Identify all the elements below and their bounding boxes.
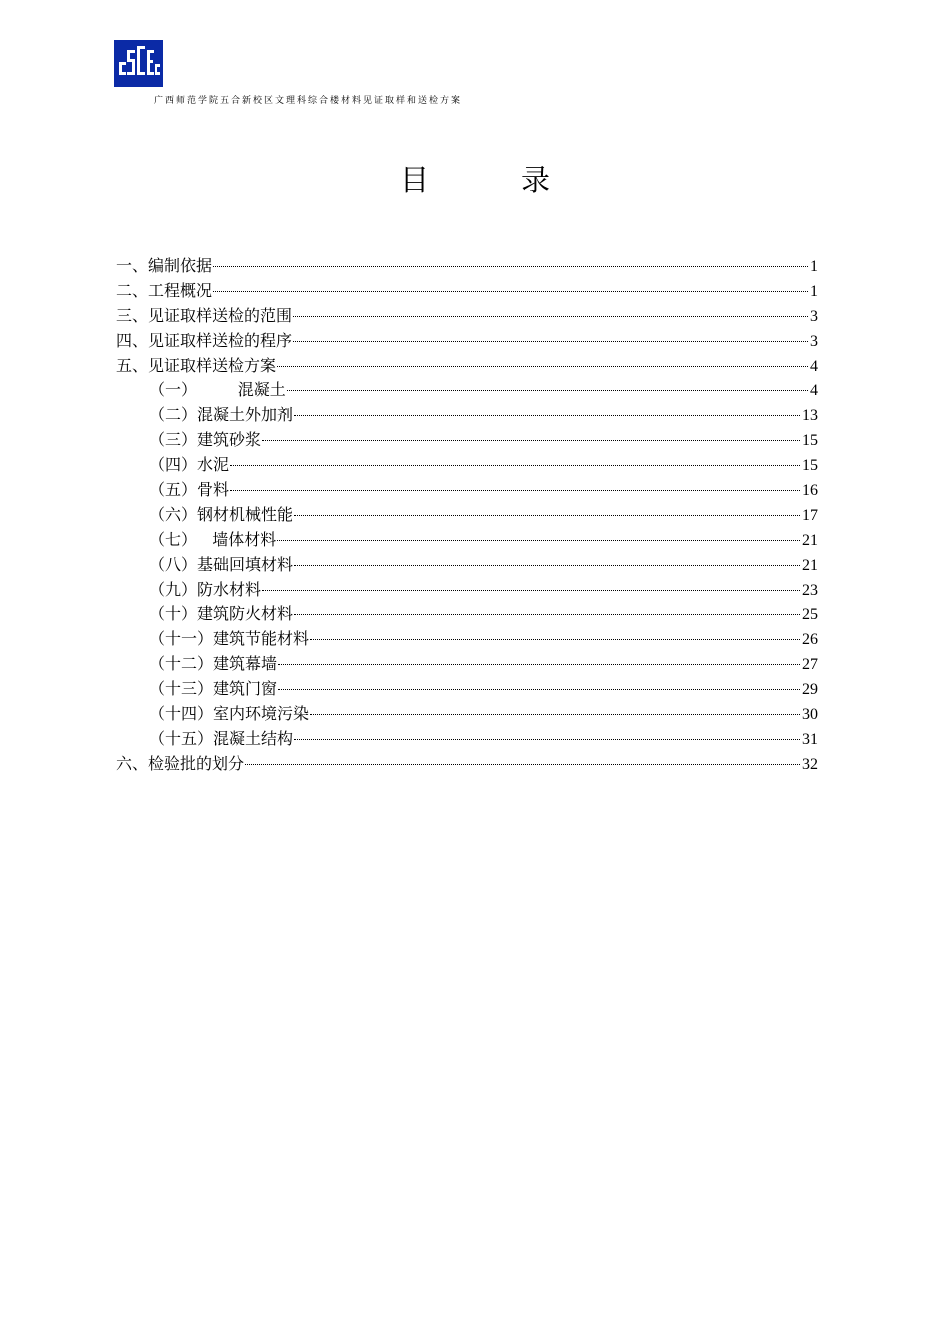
toc-page-number: 3 [810,332,818,350]
toc-dot-leader [262,590,800,591]
toc-page-number: 4 [810,357,818,375]
toc-entry[interactable] [116,354,818,379]
toc-entry[interactable] [116,528,818,553]
toc-page-number: 26 [802,631,818,649]
toc-entry-title: （三）建筑砂浆 [149,430,262,450]
toc-entry-title: 三、见证取样送检的范围 [116,305,293,325]
toc-page-number: 30 [802,706,818,724]
toc-page-number: 21 [802,531,818,549]
toc-entry[interactable] [116,254,818,279]
toc-dot-leader [310,714,800,715]
toc-dot-leader [293,341,808,342]
toc-entry[interactable] [116,478,818,503]
toc-page-number: 13 [802,407,818,425]
toc-page-number: 31 [802,730,818,748]
toc-page-number: 25 [802,606,818,624]
toc-entry-title: 六、检验批的划分 [116,753,245,773]
toc-page-number: 1 [810,258,818,275]
toc-page-number: 29 [802,681,818,699]
toc-dot-leader [310,639,800,640]
cscec-logo [114,40,163,87]
toc-entry[interactable] [116,652,818,677]
toc-entry-title: （一） 混凝土 [149,380,286,400]
toc-entry-title: （九）防水材料 [149,579,262,599]
toc-entry[interactable] [116,752,818,777]
toc-entry[interactable] [116,702,818,727]
toc-page-number: 32 [802,755,818,773]
toc-page-number: 1 [810,282,818,300]
toc-page-number: 15 [802,432,818,450]
toc-entry-title: （十四）室内环境污染 [149,704,310,724]
toc-entry-title: （二）混凝土外加剂 [149,405,294,425]
toc-dot-leader [262,440,800,441]
toc-entry[interactable] [116,403,818,428]
header-document-title: 广西师范学院五合新校区文理科综合楼材料见证取样和送检方案 [154,96,463,106]
toc-entry[interactable] [116,578,818,603]
toc-entry-title: （十三）建筑门窗 [149,679,278,699]
toc-entry-title: （七） 墙体材料 [149,529,277,549]
toc-dot-leader [245,764,800,765]
page-title: 目录 [399,163,642,197]
toc-dot-leader [230,465,800,466]
toc-dot-leader [277,366,808,367]
toc-entry-title: （十一）建筑节能材料 [149,629,310,649]
toc-entry[interactable] [116,602,818,627]
toc-page-number: 16 [802,482,818,500]
table-of-contents [116,254,818,777]
toc-entry[interactable] [116,503,818,528]
toc-entry[interactable] [116,627,818,652]
toc-entry-title: （五）骨料 [149,480,230,500]
toc-page-number: 15 [802,457,818,475]
toc-dot-leader [294,565,800,566]
toc-page-number: 17 [802,506,818,524]
toc-page-number: 27 [802,656,818,674]
toc-entry-title: （十二）建筑幕墙 [149,654,278,674]
toc-dot-leader [294,739,800,740]
toc-entry-title: 五、见证取样送检方案 [116,355,277,375]
toc-dot-leader [294,415,800,416]
toc-page-number: 4 [810,382,818,400]
toc-dot-leader [287,390,808,391]
toc-dot-leader [213,291,808,292]
toc-entry[interactable] [116,553,818,578]
toc-dot-leader [278,689,800,690]
toc-dot-leader [278,664,800,665]
toc-dot-leader [277,540,800,541]
toc-entry[interactable] [116,329,818,354]
toc-dot-leader [294,515,800,516]
toc-entry-title: （四）水泥 [149,455,230,475]
toc-entry[interactable] [116,279,818,304]
toc-entry[interactable] [116,453,818,478]
toc-dot-leader [294,614,800,615]
toc-entry-title: 一、编制依据 [116,256,213,275]
toc-entry[interactable] [116,378,818,403]
toc-entry[interactable] [116,428,818,453]
toc-entry-title: 四、见证取样送检的程序 [116,330,293,350]
toc-entry[interactable] [116,304,818,329]
toc-dot-leader [230,490,800,491]
toc-page-number: 3 [810,307,818,325]
toc-dot-leader [293,316,808,317]
toc-entry-title: 二、工程概况 [116,280,213,300]
toc-entry-title: （十五）混凝土结构 [149,728,294,748]
toc-entry[interactable] [116,727,818,752]
toc-entry-title: （八）基础回填材料 [149,554,294,574]
toc-page-number: 21 [802,556,818,574]
toc-dot-leader [213,266,808,267]
toc-entry[interactable] [116,677,818,702]
toc-entry-title: （六）钢材机械性能 [149,504,294,524]
toc-page-number: 23 [802,581,818,599]
toc-entry-title: （十）建筑防火材料 [149,604,294,624]
